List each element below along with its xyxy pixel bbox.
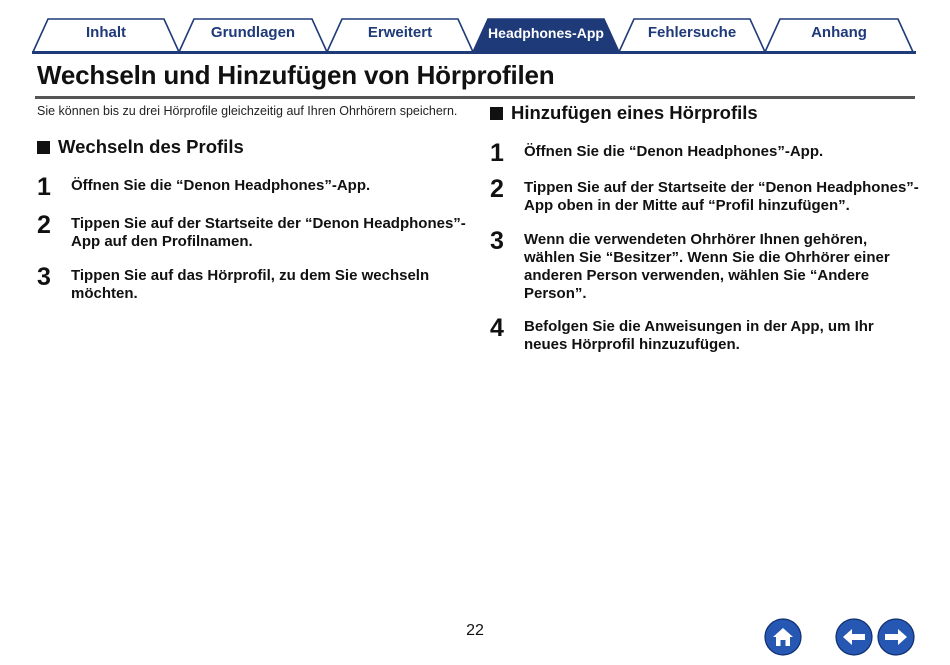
step-text: Befolgen Sie die Anweisungen in der App, um Ihr neues Hörprofil hinzuzufügen. — [524, 318, 874, 353]
step-number: 1 — [490, 139, 504, 167]
step-item — [490, 315, 920, 354]
step-number: 3 — [490, 227, 504, 255]
home-button[interactable] — [764, 618, 802, 656]
step-number: 1 — [37, 173, 51, 201]
section-heading-text: Wechseln des Profils — [58, 136, 244, 157]
step-text: Wenn die verwendeten Ohrhörer Ihnen gehören, wählen Sie “Besitzer”. Wenn Sie die Ohrhörer einer anderen Person verwenden, wählen Sie “Andere Person”. — [524, 231, 890, 302]
step-item — [37, 212, 472, 251]
section-heading-add — [490, 102, 920, 124]
tab-grundlagen[interactable]: Grundlagen — [210, 24, 296, 41]
square-bullet-icon — [37, 141, 50, 154]
right-column — [490, 100, 920, 354]
step-item — [37, 174, 472, 200]
left-column — [37, 100, 472, 303]
step-item — [37, 264, 472, 303]
step-text: Öffnen Sie die “Denon Headphones”-App. — [524, 143, 824, 160]
tab-inhalt[interactable]: Inhalt — [86, 24, 126, 41]
step-item — [490, 228, 920, 303]
steps-add — [490, 140, 920, 354]
arrow-right-icon — [877, 618, 915, 656]
steps-switch — [37, 174, 472, 303]
step-number: 4 — [490, 314, 504, 342]
page-number: 22 — [466, 622, 484, 639]
tab-baseline — [32, 51, 916, 54]
step-text: Tippen Sie auf der Startseite der “Denon Headphones”-App oben in der Mitte auf “Profil hinzufügen”. — [524, 179, 919, 214]
home-icon — [764, 618, 802, 656]
forward-button[interactable] — [877, 618, 915, 656]
tab-erweitert[interactable]: Erweitert — [367, 24, 433, 41]
step-number: 2 — [37, 211, 51, 239]
square-bullet-icon — [490, 107, 503, 120]
step-item — [490, 140, 920, 166]
title-rule — [35, 96, 915, 99]
arrow-left-icon — [835, 618, 873, 656]
tab-fehlersuche[interactable]: Fehlersuche — [647, 24, 737, 41]
step-number: 3 — [37, 263, 51, 291]
section-heading-text: Hinzufügen eines Hörprofils — [511, 102, 758, 123]
step-number: 2 — [490, 175, 504, 203]
step-text: Tippen Sie auf der Startseite der “Denon Headphones”-App auf den Profilnamen. — [71, 215, 466, 250]
step-item — [490, 176, 920, 215]
tab-headphones-app[interactable]: Headphones-App — [488, 25, 604, 41]
back-button[interactable] — [835, 618, 873, 656]
tab-anhang[interactable]: Anhang — [811, 24, 867, 41]
step-text: Öffnen Sie die “Denon Headphones”-App. — [71, 177, 371, 194]
section-heading-switch — [37, 136, 472, 158]
tab-bar — [32, 17, 916, 53]
page-title: Wechseln und Hinzufügen von Hörprofilen — [37, 60, 555, 90]
intro-text: Sie können bis zu drei Hörprofile gleichzeitig auf Ihren Ohrhörern speichern. — [37, 104, 458, 118]
step-text: Tippen Sie auf das Hörprofil, zu dem Sie wechseln möchten. — [71, 267, 430, 302]
